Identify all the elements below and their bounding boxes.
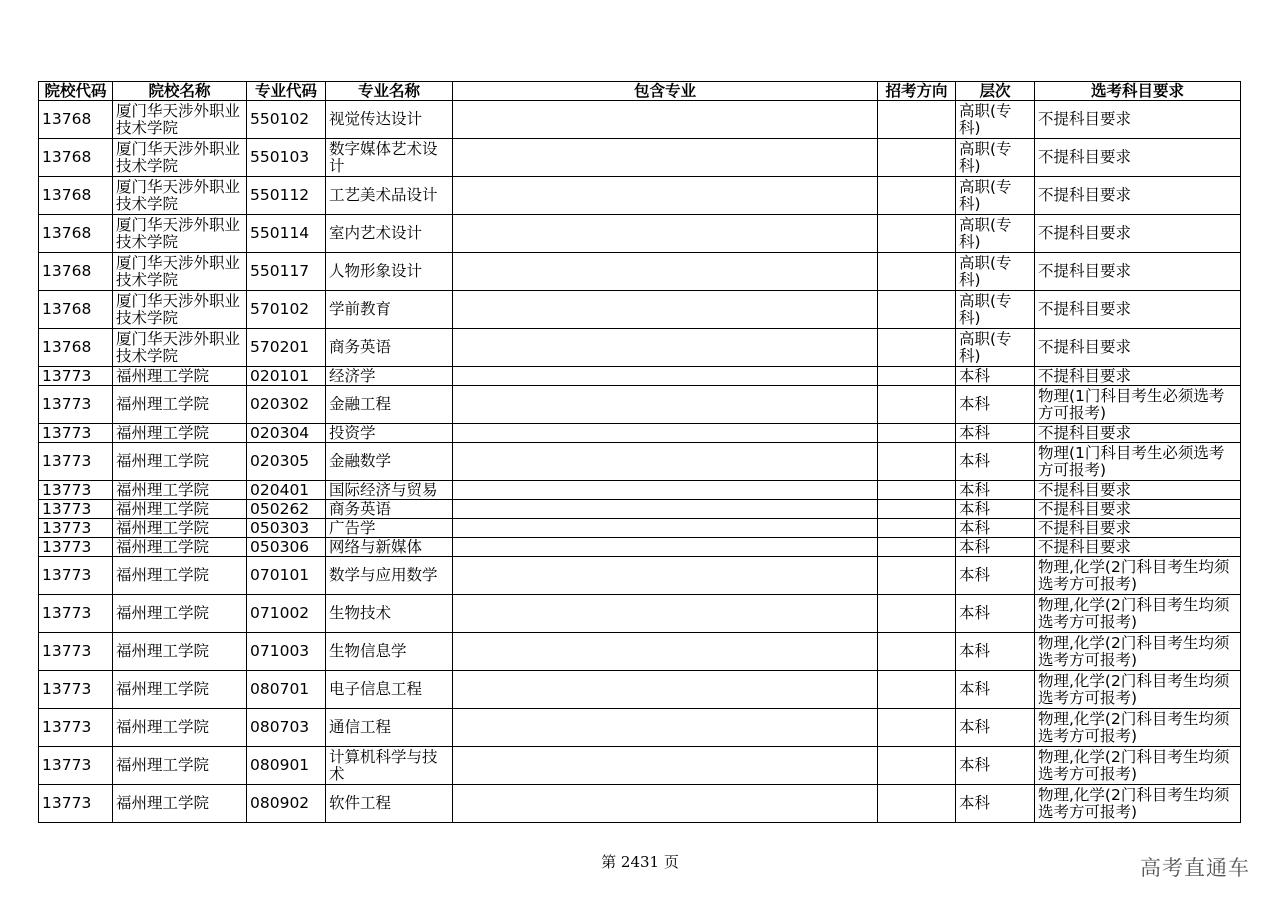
table-row xyxy=(39,671,1241,709)
cell-subject-requirement: 不提科目要求 xyxy=(1035,215,1241,253)
cell-school-code: 13768 xyxy=(39,101,113,139)
cell-level: 高职(专科) xyxy=(956,329,1035,367)
table-row xyxy=(39,367,1241,386)
cell-school-code: 13773 xyxy=(39,595,113,633)
cell-direction xyxy=(878,291,956,329)
cell-subject-requirement: 不提科目要求 xyxy=(1035,519,1241,538)
cell-major-name: 国际经济与贸易 xyxy=(326,481,453,500)
cell-subject-requirement: 不提科目要求 xyxy=(1035,177,1241,215)
table-row xyxy=(39,443,1241,481)
cell-major-name: 生物技术 xyxy=(326,595,453,633)
cell-included-majors xyxy=(453,424,878,443)
cell-major-name: 工艺美术品设计 xyxy=(326,177,453,215)
header-school-name: 院校名称 xyxy=(113,82,247,101)
cell-level: 本科 xyxy=(956,519,1035,538)
cell-major-code: 070101 xyxy=(247,557,326,595)
cell-included-majors xyxy=(453,500,878,519)
cell-major-code: 570201 xyxy=(247,329,326,367)
table-row xyxy=(39,709,1241,747)
cell-direction xyxy=(878,329,956,367)
cell-school-code: 13773 xyxy=(39,709,113,747)
table-row xyxy=(39,557,1241,595)
cell-direction xyxy=(878,443,956,481)
cell-level: 本科 xyxy=(956,633,1035,671)
cell-school-name: 福州理工学院 xyxy=(113,367,247,386)
cell-school-name: 福州理工学院 xyxy=(113,386,247,424)
cell-direction xyxy=(878,519,956,538)
cell-direction xyxy=(878,177,956,215)
cell-subject-requirement: 不提科目要求 xyxy=(1035,291,1241,329)
cell-direction xyxy=(878,557,956,595)
cell-direction xyxy=(878,785,956,823)
cell-included-majors xyxy=(453,538,878,557)
cell-major-code: 071002 xyxy=(247,595,326,633)
cell-school-name: 厦门华天涉外职业技术学院 xyxy=(113,291,247,329)
table-row xyxy=(39,785,1241,823)
cell-major-code: 550112 xyxy=(247,177,326,215)
cell-subject-requirement: 不提科目要求 xyxy=(1035,538,1241,557)
cell-level: 高职(专科) xyxy=(956,177,1035,215)
cell-included-majors xyxy=(453,595,878,633)
cell-major-name: 金融数学 xyxy=(326,443,453,481)
cell-major-code: 550102 xyxy=(247,101,326,139)
cell-school-code: 13768 xyxy=(39,329,113,367)
cell-direction xyxy=(878,215,956,253)
cell-major-name: 数字媒体艺术设计 xyxy=(326,139,453,177)
cell-level: 本科 xyxy=(956,443,1035,481)
cell-level: 高职(专科) xyxy=(956,139,1035,177)
cell-direction xyxy=(878,139,956,177)
cell-major-code: 080701 xyxy=(247,671,326,709)
table-row xyxy=(39,291,1241,329)
cell-major-name: 视觉传达设计 xyxy=(326,101,453,139)
cell-included-majors xyxy=(453,481,878,500)
cell-school-code: 13773 xyxy=(39,500,113,519)
admission-table xyxy=(38,81,1241,823)
cell-school-name: 厦门华天涉外职业技术学院 xyxy=(113,329,247,367)
cell-major-code: 550114 xyxy=(247,215,326,253)
cell-included-majors xyxy=(453,443,878,481)
cell-included-majors xyxy=(453,709,878,747)
cell-subject-requirement: 物理(1门科目考生必须选考方可报考) xyxy=(1035,443,1241,481)
cell-level: 本科 xyxy=(956,557,1035,595)
header-major-code: 专业代码 xyxy=(247,82,326,101)
cell-direction xyxy=(878,500,956,519)
cell-level: 本科 xyxy=(956,747,1035,785)
table-row xyxy=(39,633,1241,671)
cell-school-code: 13773 xyxy=(39,367,113,386)
cell-school-name: 厦门华天涉外职业技术学院 xyxy=(113,177,247,215)
cell-school-code: 13773 xyxy=(39,481,113,500)
cell-school-name: 福州理工学院 xyxy=(113,538,247,557)
table-row xyxy=(39,253,1241,291)
cell-school-code: 13773 xyxy=(39,443,113,481)
cell-school-code: 13768 xyxy=(39,253,113,291)
cell-included-majors xyxy=(453,367,878,386)
cell-subject-requirement: 不提科目要求 xyxy=(1035,481,1241,500)
cell-major-code: 020401 xyxy=(247,481,326,500)
cell-school-name: 福州理工学院 xyxy=(113,633,247,671)
cell-major-name: 生物信息学 xyxy=(326,633,453,671)
cell-direction xyxy=(878,424,956,443)
cell-school-name: 福州理工学院 xyxy=(113,709,247,747)
table-row xyxy=(39,747,1241,785)
header-direction: 招考方向 xyxy=(878,82,956,101)
cell-major-code: 080902 xyxy=(247,785,326,823)
cell-school-code: 13768 xyxy=(39,291,113,329)
header-included-majors: 包含专业 xyxy=(453,82,878,101)
cell-subject-requirement: 不提科目要求 xyxy=(1035,500,1241,519)
cell-school-name: 福州理工学院 xyxy=(113,481,247,500)
cell-level: 高职(专科) xyxy=(956,253,1035,291)
cell-school-code: 13773 xyxy=(39,633,113,671)
cell-school-name: 福州理工学院 xyxy=(113,785,247,823)
cell-school-code: 13773 xyxy=(39,386,113,424)
cell-level: 本科 xyxy=(956,671,1035,709)
header-school-code: 院校代码 xyxy=(39,82,113,101)
cell-school-name: 福州理工学院 xyxy=(113,500,247,519)
cell-subject-requirement: 物理,化学(2门科目考生均须选考方可报考) xyxy=(1035,747,1241,785)
watermark: 高考直通车 xyxy=(1140,856,1250,880)
cell-school-code: 13773 xyxy=(39,747,113,785)
cell-major-code: 550103 xyxy=(247,139,326,177)
cell-major-code: 550117 xyxy=(247,253,326,291)
cell-school-code: 13768 xyxy=(39,177,113,215)
cell-school-code: 13773 xyxy=(39,785,113,823)
cell-direction xyxy=(878,538,956,557)
table-body xyxy=(39,101,1241,823)
cell-major-code: 071003 xyxy=(247,633,326,671)
table-row xyxy=(39,500,1241,519)
cell-major-name: 计算机科学与技术 xyxy=(326,747,453,785)
cell-level: 高职(专科) xyxy=(956,215,1035,253)
cell-major-name: 投资学 xyxy=(326,424,453,443)
table-row xyxy=(39,386,1241,424)
cell-major-name: 商务英语 xyxy=(326,500,453,519)
table-row xyxy=(39,101,1241,139)
cell-level: 本科 xyxy=(956,424,1035,443)
cell-direction xyxy=(878,709,956,747)
cell-included-majors xyxy=(453,253,878,291)
cell-major-code: 570102 xyxy=(247,291,326,329)
page-number: 第 2431 页 xyxy=(601,853,679,871)
cell-subject-requirement: 不提科目要求 xyxy=(1035,424,1241,443)
cell-major-name: 经济学 xyxy=(326,367,453,386)
cell-subject-requirement: 不提科目要求 xyxy=(1035,139,1241,177)
cell-direction xyxy=(878,595,956,633)
cell-direction xyxy=(878,367,956,386)
cell-direction xyxy=(878,633,956,671)
cell-major-name: 电子信息工程 xyxy=(326,671,453,709)
table-row xyxy=(39,329,1241,367)
cell-major-name: 数学与应用数学 xyxy=(326,557,453,595)
header-row xyxy=(39,82,1241,101)
cell-major-code: 020305 xyxy=(247,443,326,481)
cell-major-code: 020304 xyxy=(247,424,326,443)
header-subject-requirement: 选考科目要求 xyxy=(1035,82,1241,101)
cell-level: 本科 xyxy=(956,500,1035,519)
header-level: 层次 xyxy=(956,82,1035,101)
cell-subject-requirement: 不提科目要求 xyxy=(1035,329,1241,367)
cell-level: 高职(专科) xyxy=(956,291,1035,329)
table-row xyxy=(39,139,1241,177)
cell-included-majors xyxy=(453,557,878,595)
cell-subject-requirement: 物理,化学(2门科目考生均须选考方可报考) xyxy=(1035,785,1241,823)
cell-major-name: 通信工程 xyxy=(326,709,453,747)
cell-school-name: 厦门华天涉外职业技术学院 xyxy=(113,253,247,291)
cell-included-majors xyxy=(453,633,878,671)
cell-subject-requirement: 物理,化学(2门科目考生均须选考方可报考) xyxy=(1035,595,1241,633)
cell-level: 本科 xyxy=(956,709,1035,747)
cell-included-majors xyxy=(453,215,878,253)
table-row xyxy=(39,481,1241,500)
cell-subject-requirement: 不提科目要求 xyxy=(1035,253,1241,291)
cell-major-code: 080901 xyxy=(247,747,326,785)
cell-school-code: 13768 xyxy=(39,139,113,177)
cell-school-name: 厦门华天涉外职业技术学院 xyxy=(113,215,247,253)
cell-school-code: 13773 xyxy=(39,671,113,709)
cell-level: 本科 xyxy=(956,481,1035,500)
cell-major-name: 室内艺术设计 xyxy=(326,215,453,253)
cell-school-code: 13768 xyxy=(39,215,113,253)
cell-direction xyxy=(878,386,956,424)
cell-school-code: 13773 xyxy=(39,424,113,443)
cell-level: 本科 xyxy=(956,386,1035,424)
cell-major-name: 人物形象设计 xyxy=(326,253,453,291)
cell-subject-requirement: 物理(1门科目考生必须选考方可报考) xyxy=(1035,386,1241,424)
cell-included-majors xyxy=(453,139,878,177)
cell-school-name: 厦门华天涉外职业技术学院 xyxy=(113,101,247,139)
cell-subject-requirement: 不提科目要求 xyxy=(1035,367,1241,386)
cell-school-name: 福州理工学院 xyxy=(113,519,247,538)
cell-school-name: 福州理工学院 xyxy=(113,424,247,443)
cell-subject-requirement: 不提科目要求 xyxy=(1035,101,1241,139)
cell-major-code: 050262 xyxy=(247,500,326,519)
cell-school-name: 福州理工学院 xyxy=(113,557,247,595)
cell-major-code: 020101 xyxy=(247,367,326,386)
cell-school-name: 福州理工学院 xyxy=(113,671,247,709)
table-row xyxy=(39,424,1241,443)
cell-level: 本科 xyxy=(956,538,1035,557)
table-row xyxy=(39,177,1241,215)
cell-major-name: 学前教育 xyxy=(326,291,453,329)
cell-school-code: 13773 xyxy=(39,538,113,557)
cell-included-majors xyxy=(453,177,878,215)
cell-school-name: 福州理工学院 xyxy=(113,747,247,785)
cell-major-name: 广告学 xyxy=(326,519,453,538)
table-row xyxy=(39,215,1241,253)
cell-subject-requirement: 物理,化学(2门科目考生均须选考方可报考) xyxy=(1035,671,1241,709)
cell-major-name: 网络与新媒体 xyxy=(326,538,453,557)
cell-direction xyxy=(878,671,956,709)
cell-major-code: 020302 xyxy=(247,386,326,424)
cell-included-majors xyxy=(453,671,878,709)
cell-major-code: 050306 xyxy=(247,538,326,557)
cell-school-name: 福州理工学院 xyxy=(113,443,247,481)
cell-direction xyxy=(878,481,956,500)
cell-included-majors xyxy=(453,519,878,538)
cell-major-code: 050303 xyxy=(247,519,326,538)
cell-major-code: 080703 xyxy=(247,709,326,747)
cell-included-majors xyxy=(453,386,878,424)
cell-included-majors xyxy=(453,747,878,785)
cell-school-name: 福州理工学院 xyxy=(113,595,247,633)
cell-school-code: 13773 xyxy=(39,519,113,538)
cell-level: 高职(专科) xyxy=(956,101,1035,139)
cell-subject-requirement: 物理,化学(2门科目考生均须选考方可报考) xyxy=(1035,709,1241,747)
header-major-name: 专业名称 xyxy=(326,82,453,101)
table-row xyxy=(39,519,1241,538)
cell-level: 本科 xyxy=(956,367,1035,386)
cell-major-name: 软件工程 xyxy=(326,785,453,823)
cell-included-majors xyxy=(453,329,878,367)
cell-level: 本科 xyxy=(956,785,1035,823)
cell-included-majors xyxy=(453,101,878,139)
cell-direction xyxy=(878,747,956,785)
cell-major-name: 金融工程 xyxy=(326,386,453,424)
table-row xyxy=(39,538,1241,557)
table-row xyxy=(39,595,1241,633)
cell-major-name: 商务英语 xyxy=(326,329,453,367)
cell-included-majors xyxy=(453,291,878,329)
cell-direction xyxy=(878,101,956,139)
cell-direction xyxy=(878,253,956,291)
cell-included-majors xyxy=(453,785,878,823)
cell-subject-requirement: 物理,化学(2门科目考生均须选考方可报考) xyxy=(1035,633,1241,671)
cell-subject-requirement: 物理,化学(2门科目考生均须选考方可报考) xyxy=(1035,557,1241,595)
cell-school-code: 13773 xyxy=(39,557,113,595)
cell-level: 本科 xyxy=(956,595,1035,633)
cell-school-name: 厦门华天涉外职业技术学院 xyxy=(113,139,247,177)
